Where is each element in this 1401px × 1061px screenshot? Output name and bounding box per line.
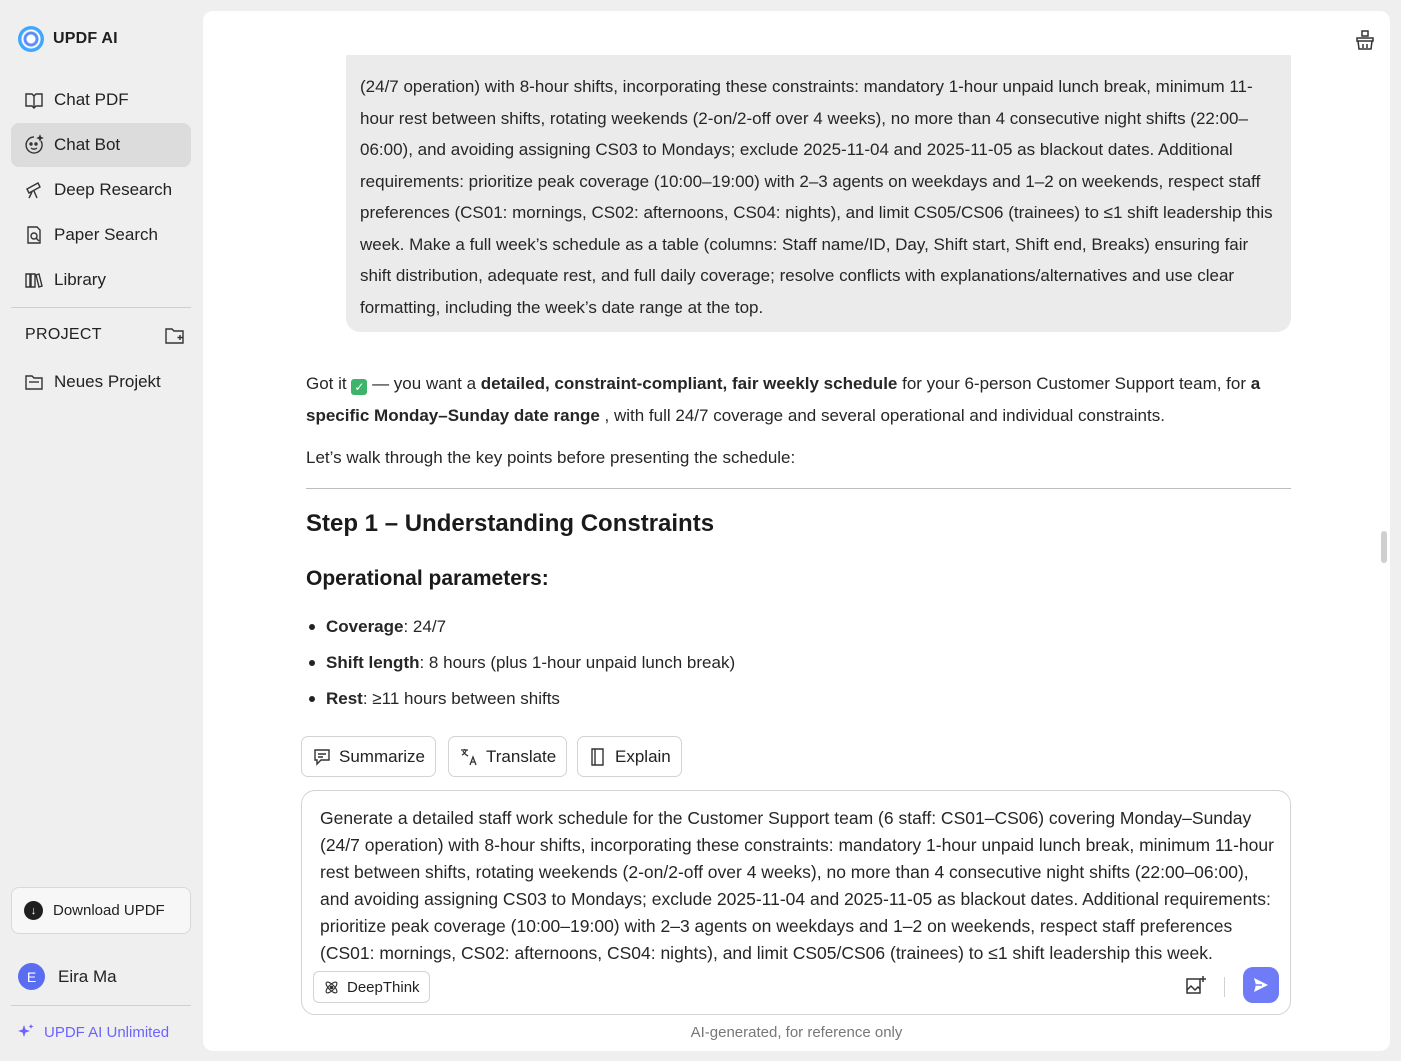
answer-divider	[306, 488, 1291, 489]
constraint-list	[309, 609, 1291, 717]
plan-label: UPDF AI Unlimited	[44, 1023, 170, 1041]
atom-icon	[323, 979, 340, 996]
summarize-button[interactable]	[301, 736, 436, 777]
nav-item-deep-research[interactable]	[11, 168, 191, 212]
ai-disclaimer: AI-generated, for reference only	[690, 1024, 903, 1041]
translate-icon	[459, 747, 479, 767]
add-folder-icon[interactable]	[164, 326, 186, 346]
library-icon	[24, 270, 44, 290]
intro-text: — you want a	[367, 374, 481, 393]
answer-heading: Step 1 – Understanding Constraints	[306, 510, 715, 537]
telescope-icon	[24, 180, 44, 200]
deepthink-toggle[interactable]	[313, 971, 430, 1003]
answer-subheading: Operational parameters:	[306, 567, 549, 590]
user-profile[interactable]	[18, 963, 117, 990]
bullet-text: : 24/7	[403, 617, 447, 636]
user-name: Eira Ma	[58, 966, 117, 986]
scrollbar[interactable]	[1381, 531, 1387, 563]
sidebar-divider	[11, 307, 191, 308]
send-icon	[1252, 976, 1270, 994]
brand[interactable]	[18, 26, 118, 52]
nav-label: Library	[54, 270, 106, 289]
list-item	[309, 681, 1291, 717]
bullet-term: Shift length	[326, 653, 420, 672]
search-doc-icon	[24, 225, 44, 245]
project-folder-icon	[24, 372, 44, 392]
send-button[interactable]	[1243, 967, 1279, 1003]
sidebar-divider	[11, 1005, 191, 1006]
project-item-neues-projekt[interactable]	[11, 360, 191, 404]
image-upload-icon[interactable]	[1184, 974, 1208, 998]
explain-book-icon	[588, 747, 608, 767]
project-item-label: Neues Projekt	[54, 372, 161, 391]
book-icon	[24, 90, 44, 110]
bullet-term: Coverage	[326, 617, 404, 636]
nav-item-paper-search[interactable]	[11, 213, 191, 257]
intro-bold: a specific Monday–Sunday date range	[306, 374, 1261, 425]
sidebar	[0, 0, 202, 1061]
deepthink-label: DeepThink	[347, 978, 420, 996]
avatar: E	[18, 963, 45, 990]
user-message-text: (24/7 operation) with 8-hour shifts, incorporating these constraints: mandatory 1-hour unpaid lunch break, minimum 11-hour rest between shifts, rotating weekends (2-on/2-off over 4 weeks), no more than 4 consecutive night shifts (22:00–06:00), and avoiding assigning CS03 to Mondays; exclude 2025-11-04 and 2025-11-05 as blackout dates. Additional requirements: prioritize peak coverage (10:00–19:00) with 2–3 agents on weekdays and 1–2 on weekends, respect staff preferences (CS01: mornings, CS02: afternoons, CS04: nights), and limit CS05/CS06 (trainees) to ≤1 shift leadership this week. Make a full week’s schedule as a table (columns: Staff name/ID, Day, Shift start, Shift end, Breaks) ensuring fair shift distribution, adequate rest, and full daily coverage; resolve conflicts with explanations/alternatives and use clear formatting, including the week’s date range at the top.	[360, 77, 1273, 317]
bullet-term: Rest	[326, 689, 363, 708]
bot-icon	[24, 135, 44, 155]
list-item	[309, 609, 1291, 645]
answer-intro	[306, 368, 1291, 432]
explain-label: Explain	[615, 746, 671, 766]
summarize-icon	[312, 747, 332, 767]
chat-panel	[203, 11, 1390, 1051]
check-icon: ✓	[351, 379, 367, 395]
intro-text: for your 6-person Customer Support team, for	[897, 374, 1251, 393]
composer-divider	[1224, 977, 1225, 997]
nav-item-chat-pdf[interactable]	[11, 78, 191, 122]
nav-label: Chat PDF	[54, 90, 129, 109]
download-updf-button[interactable]	[11, 887, 191, 934]
summarize-label: Summarize	[339, 746, 425, 766]
clear-chat-icon[interactable]	[1353, 28, 1377, 52]
user-message-bubble	[346, 55, 1291, 332]
intro-text: Got it	[306, 374, 347, 393]
nav-label: Deep Research	[54, 180, 173, 199]
assistant-answer	[306, 368, 1291, 717]
nav-item-chat-bot[interactable]	[11, 123, 191, 167]
message-input[interactable]: Generate a detailed staff work schedule for the Customer Support team (6 staff: CS01–CS06) covering Monday–Sunday (24/7 operation) with 8-hour shifts, incorporating these constraints: mandatory 1-hour unpaid lunch break, minimum 11-hour rest between shifts, rotating weekends (2-on/2-off over 4 weeks), no more than 4 consecutive night shifts (22:00–06:00), and avoiding assigning CS03 to Mondays; exclude 2025-11-04 and 2025-11-05 as blackout dates. Additional requirements: prioritize peak coverage (10:00–19:00) with 2–3 agents on weekdays and 1–2 on weekends, respect staff preferences (CS01: mornings, CS02: afternoons, CS04: nights), and limit CS05/CS06 (trainees) to ≤1 shift leadership this week.	[320, 808, 1274, 963]
nav-label: Paper Search	[54, 225, 158, 244]
translate-label: Translate	[486, 746, 557, 766]
brand-name: UPDF AI	[53, 30, 118, 47]
explain-button[interactable]	[577, 736, 682, 777]
nav-item-library[interactable]	[11, 258, 191, 302]
bullet-text: : 8 hours (plus 1-hour unpaid lunch break)	[419, 653, 736, 672]
message-composer[interactable]	[301, 790, 1291, 1015]
download-icon: ↓	[24, 901, 43, 920]
intro-text: , with full 24/7 coverage and several operational and individual constraints.	[599, 406, 1165, 425]
updf-logo-icon	[18, 26, 44, 52]
bullet-text: : ≥11 hours between shifts	[362, 689, 560, 708]
download-label: Download UPDF	[53, 902, 165, 919]
list-item	[309, 645, 1291, 681]
sparkle-icon	[17, 1023, 35, 1041]
intro-bold: detailed, constraint-compliant, fair weekly schedule	[480, 374, 898, 393]
nav-label: Chat Bot	[54, 135, 121, 154]
project-label: PROJECT	[25, 326, 102, 343]
plan-badge[interactable]	[17, 1023, 169, 1041]
answer-intro-2: Let’s walk through the key points before presenting the schedule:	[306, 448, 796, 467]
translate-button[interactable]	[448, 736, 567, 777]
